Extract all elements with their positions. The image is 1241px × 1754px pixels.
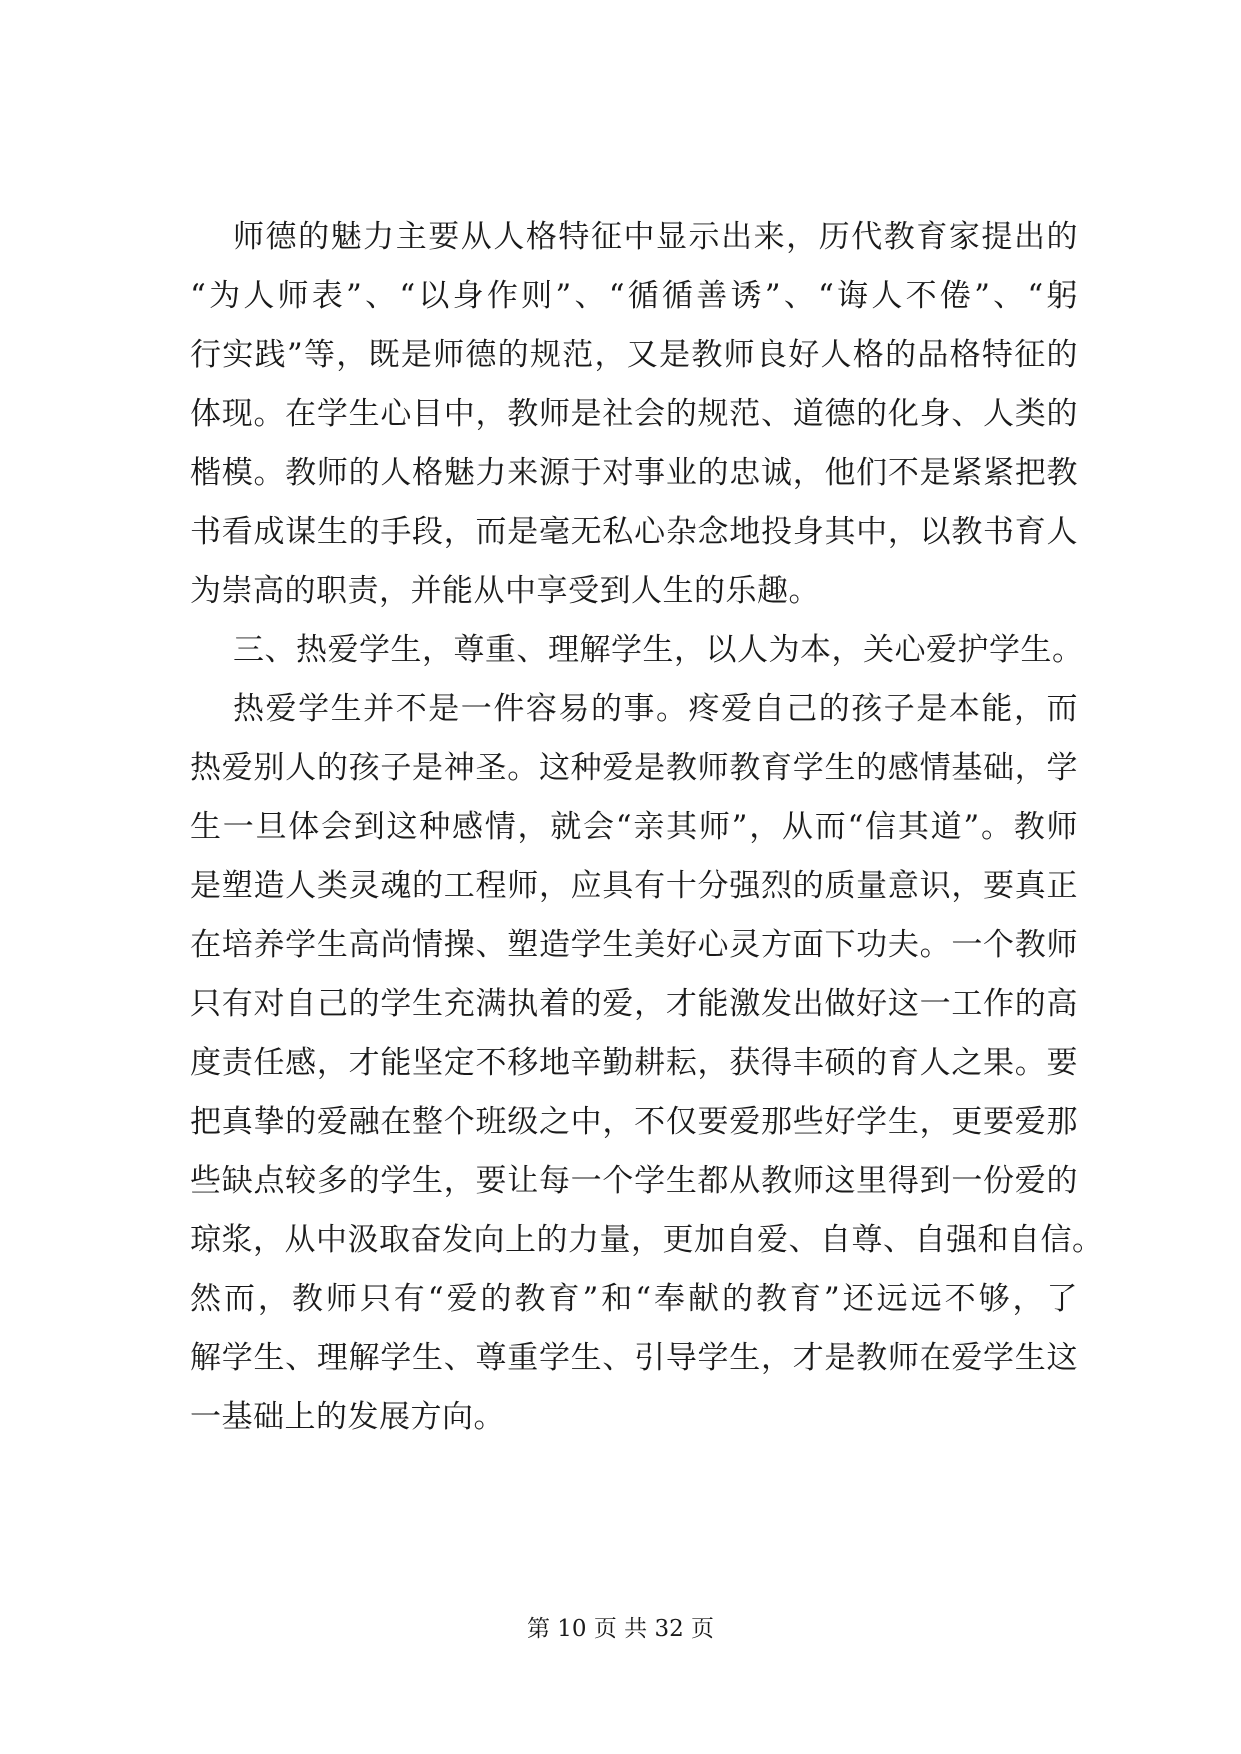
paragraph-line: 体现。在学生心目中，教师是社会的规范、道德的化身、人类的 bbox=[190, 396, 1078, 432]
paragraph-line: 师德的魅力主要从人格特征中显示出来，历代教育家提出的 bbox=[233, 219, 1078, 255]
paragraph-line: 生一旦体会到这种感情，就会“亲其师”，从而“信其道”。教师 bbox=[190, 809, 1078, 845]
paragraph-line: 琼浆，从中汲取奋发向上的力量，更加自爱、自尊、自强和自信。 bbox=[190, 1222, 1104, 1258]
paragraph-line: 然而，教师只有“爱的教育”和“奉献的教育”还远远不够，了 bbox=[190, 1281, 1078, 1317]
paragraph-line: “为人师表”、“以身作则”、“循循善诱”、“诲人不倦”、“躬 bbox=[190, 278, 1078, 314]
paragraph-line: 热爱学生并不是一件容易的事。疼爱自己的孩子是本能，而 bbox=[233, 691, 1078, 727]
paragraph-line: 把真挚的爱融在整个班级之中，不仅要爱那些好学生，更要爱那 bbox=[190, 1104, 1078, 1140]
paragraph-line: 在培养学生高尚情操、塑造学生美好心灵方面下功夫。一个教师 bbox=[190, 927, 1078, 963]
page-number-footer: 第 10 页 共 32 页 bbox=[526, 1616, 715, 1642]
paragraph-line: 楷模。教师的人格魅力来源于对事业的忠诚，他们不是紧紧把教 bbox=[190, 455, 1078, 491]
section-heading: 三、热爱学生，尊重、理解学生，以人为本，关心爱护学生。 bbox=[233, 632, 1084, 668]
paragraph-line: 度责任感，才能坚定不移地辛勤耕耘，获得丰硕的育人之果。要 bbox=[190, 1045, 1078, 1081]
paragraph-line: 行实践”等，既是师德的规范，又是教师良好人格的品格特征的 bbox=[190, 337, 1078, 373]
paragraph-line: 为崇高的职责，并能从中享受到人生的乐趣。 bbox=[190, 573, 820, 609]
paragraph-line: 解学生、理解学生、尊重学生、引导学生，才是教师在爱学生这 bbox=[190, 1340, 1078, 1376]
paragraph-line: 只有对自己的学生充满执着的爱，才能激发出做好这一工作的高 bbox=[190, 986, 1078, 1022]
paragraph-line: 些缺点较多的学生，要让每一个学生都从教师这里得到一份爱的 bbox=[190, 1163, 1078, 1199]
paragraph-line: 书看成谋生的手段，而是毫无私心杂念地投身其中，以教书育人 bbox=[190, 514, 1078, 550]
paragraph-line: 热爱别人的孩子是神圣。这种爱是教师教育学生的感情基础，学 bbox=[190, 750, 1078, 786]
paragraph-line: 是塑造人类灵魂的工程师，应具有十分强烈的质量意识，要真正 bbox=[190, 868, 1078, 904]
paragraph-line: 一基础上的发展方向。 bbox=[190, 1399, 505, 1435]
